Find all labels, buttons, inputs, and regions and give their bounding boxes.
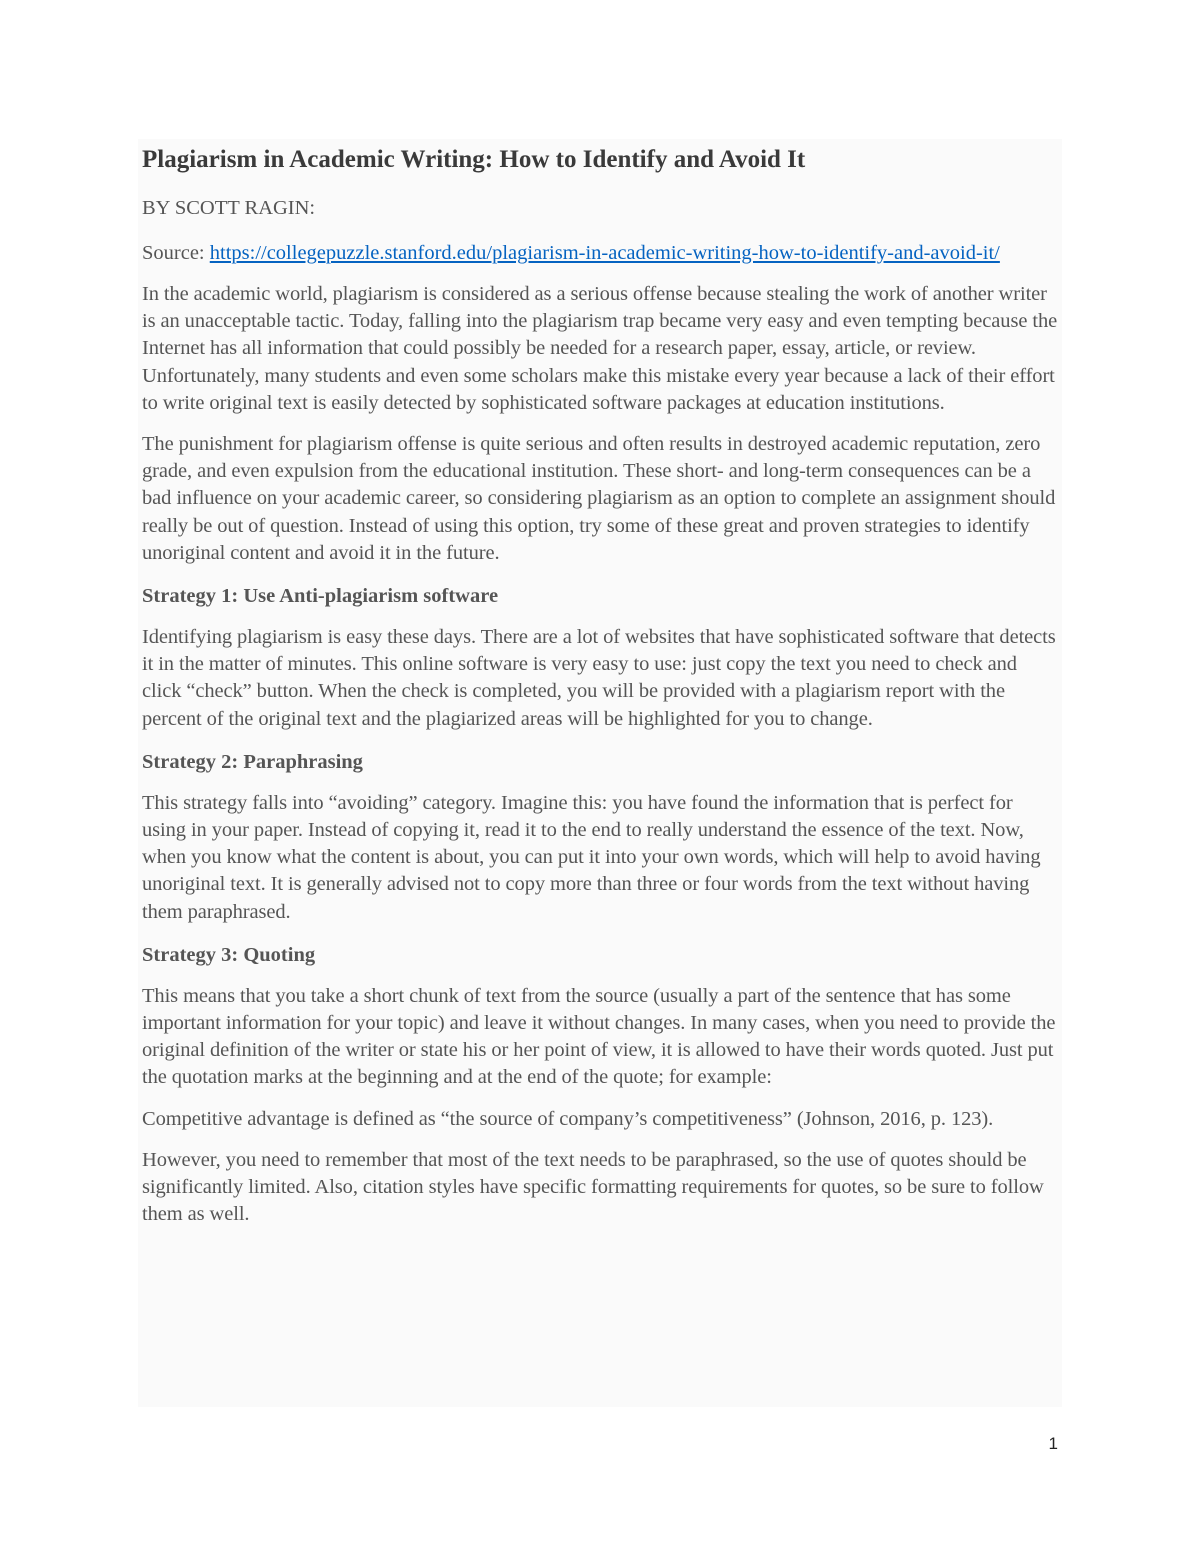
intro-paragraph-1: In the academic world, plagiarism is considered as a serious offense because stealing the work of another writer is an unacceptable tactic. Today, falling into the plagiarism trap became very easy and even tempting because the Internet has all information that could possibly be needed for a research paper, essay, article, or review. Unfortunately, many students and even some scholars make this mistake every year because a lack of their effort to write original text is easily detected by sophisticated software packages at education institutions. [142, 283, 1058, 414]
page-number: 1 [1048, 1434, 1058, 1453]
source-line [142, 240, 1058, 267]
intro-paragraph-2: The punishment for plagiarism offense is quite serious and often results in destroyed academic reputation, zero grade, and even expulsion from the educational institution. These short- and long-term consequences can be a bad influence on your academic career, so considering plagiarism as an option to complete an assignment should really be out of question. Instead of using this option, try some of these great and proven strategies to identify unoriginal content and avoid it in the future. [142, 433, 1056, 564]
page-content [138, 139, 1062, 1407]
document-title: Plagiarism in Academic Writing: How to Identify and Avoid It [142, 146, 806, 173]
quote-example: Competitive advantage is defined as “the source of company’s competitiveness” (Johnson, 2016, p. 123). [142, 1107, 994, 1130]
strategy-2-text: This strategy falls into “avoiding” category. Imagine this: you have found the information that is perfect for using in your paper. Instead of copying it, read it to the end to really understand the essence of the text. Now, when you know what the content is about, you can put it into your own words, which will help to avoid having unoriginal text. It is generally advised not to copy more than three or four words from the text without having them paraphrased. [142, 791, 1041, 923]
strategy-2-heading: Strategy 2: Paraphrasing [142, 750, 363, 773]
source-label: Source: [142, 242, 210, 264]
strategy-1-heading: Strategy 1: Use Anti-plagiarism software [142, 585, 499, 608]
strategy-3-heading: Strategy 3: Quoting [142, 943, 316, 966]
source-link[interactable]: https://collegepuzzle.stanford.edu/plagiarism-in-academic-writing-how-to-identify-and-avoid-it/ [209, 242, 1000, 264]
strategy-3-closing: However, you need to remember that most of the text needs to be paraphrased, so the use of quotes should be significantly limited. Also, citation styles have specific formatting requirements for quotes, so be sure to follow them as well. [142, 1148, 1044, 1226]
strategy-3-text: This means that you take a short chunk of text from the source (usually a part of the sentence that has some important information for your topic) and leave it without changes. In many cases, when you need to provide the original definition of the writer or state his or her point of view, it is allowed to have their words quoted. Just put the quotation marks at the beginning and at the end of the quote; for example: [142, 984, 1056, 1089]
author-byline: BY SCOTT RAGIN: [142, 197, 316, 219]
strategy-1-text: Identifying plagiarism is easy these days. There are a lot of websites that have sophisticated software that detects it in the matter of minutes. This online software is very easy to use: just copy the text you need to check and click “check” button. When the check is completed, you will be provided with a plagiarism report with the percent of the original text and the plagiarized areas will be highlighted for you to change. [142, 626, 1056, 730]
